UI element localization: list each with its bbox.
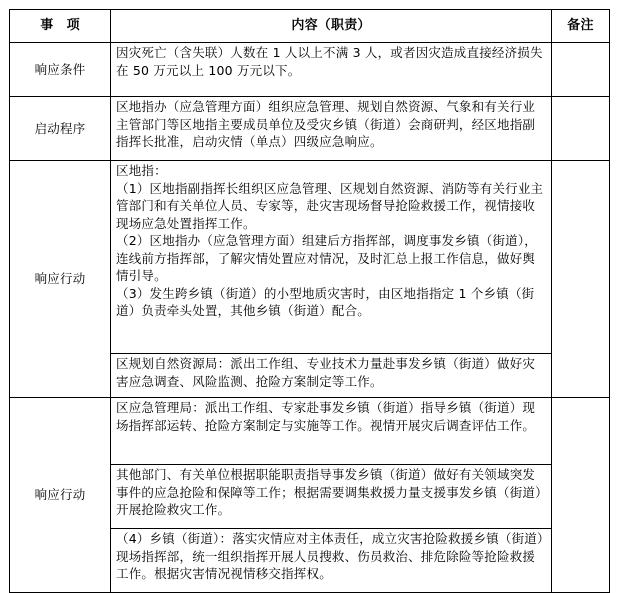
row-content <box>111 97 552 161</box>
content-paragraph: （3）发生跨乡镇（街道）的小型地质灾害时，由区地指指定 1 个乡镇（街道）负责牵头处置，其他乡镇（街道）配合。 <box>116 285 535 318</box>
header-item: 事 项 <box>10 10 111 43</box>
header-content: 内容（职责） <box>111 10 552 43</box>
content-paragraph: 因灾死亡（含失联）人数在 1 人以上不满 3 人，或者因灾造成直接经济损失在 50 万元以上 100 万元以下。 <box>116 45 543 78</box>
row-category: 响应行动 <box>10 398 111 593</box>
row-content <box>111 398 552 465</box>
row-remarks <box>552 97 610 161</box>
response-table <box>9 9 610 593</box>
table-row <box>10 161 610 354</box>
row-category: 响应条件 <box>10 43 111 97</box>
row-content <box>111 161 552 354</box>
table-header-row <box>10 10 610 43</box>
row-remarks <box>552 161 610 398</box>
table-row <box>10 43 610 97</box>
row-content <box>111 465 552 529</box>
content-paragraph: （1）区地指副指挥长组织区应急管理、区规划自然资源、消防等有关行业主管部门和有关单位人员、专家等，赴灾害现场督导抢险救援工作，视情接收现场应急处置指挥工作。 <box>116 180 544 231</box>
table-row <box>10 398 610 465</box>
row-content <box>111 43 552 97</box>
content-paragraph: （2）区地指办（应急管理方面）组建后方指挥部，调度事发乡镇（街道），连线前方指挥部，了解灾情处置应对情况，及时汇总上报工作信息，做好舆情引导。 <box>116 233 538 283</box>
row-category: 响应行动 <box>10 161 111 398</box>
row-remarks <box>552 43 610 97</box>
table-row <box>10 97 610 161</box>
row-remarks <box>552 398 610 593</box>
row-content <box>111 354 552 398</box>
content-paragraph: （4）乡镇（街道）：落实灾情应对主体责任，成立灾害抢险救援乡镇（街道）现场指挥部，统一组织指挥开展人员搜救、伤员救治、排危除险等抢险救援工作。根据灾害情况视情移交指挥权。 <box>116 531 544 581</box>
content-paragraph: 区地指： <box>116 163 167 178</box>
content-paragraph: 区地指办（应急管理方面）组织应急管理、规划自然资源、气象和有关行业主管部门等区地指主要成员单位及受灾乡镇（街道）会商研判，经区地指副指挥长批准，启动灾情（单点）四级应急响应。 <box>116 99 536 149</box>
header-remarks: 备注 <box>552 10 610 43</box>
content-paragraph: 区应急管理局：派出工作组、专家赴事发乡镇（街道）指导乡镇（街道）现场指挥部运转、抢险方案制定与实施等工作。视情开展灾后调查评估工作。 <box>116 400 536 433</box>
row-category: 启动程序 <box>10 97 111 161</box>
row-content <box>111 529 552 593</box>
content-paragraph: 区规划自然资源局：派出工作组、专业技术力量赴事发乡镇（街道）做好灾害应急调查、风险监测、抢险方案制定等工作。 <box>116 356 536 389</box>
content-paragraph: 其他部门、有关单位根据职能职责指导事发乡镇（街道）做好有关领域突发事件的应急抢险和保障等工作；根据需要调集救援力量支援事发乡镇（街道）开展抢险救灾工作。 <box>116 467 542 517</box>
